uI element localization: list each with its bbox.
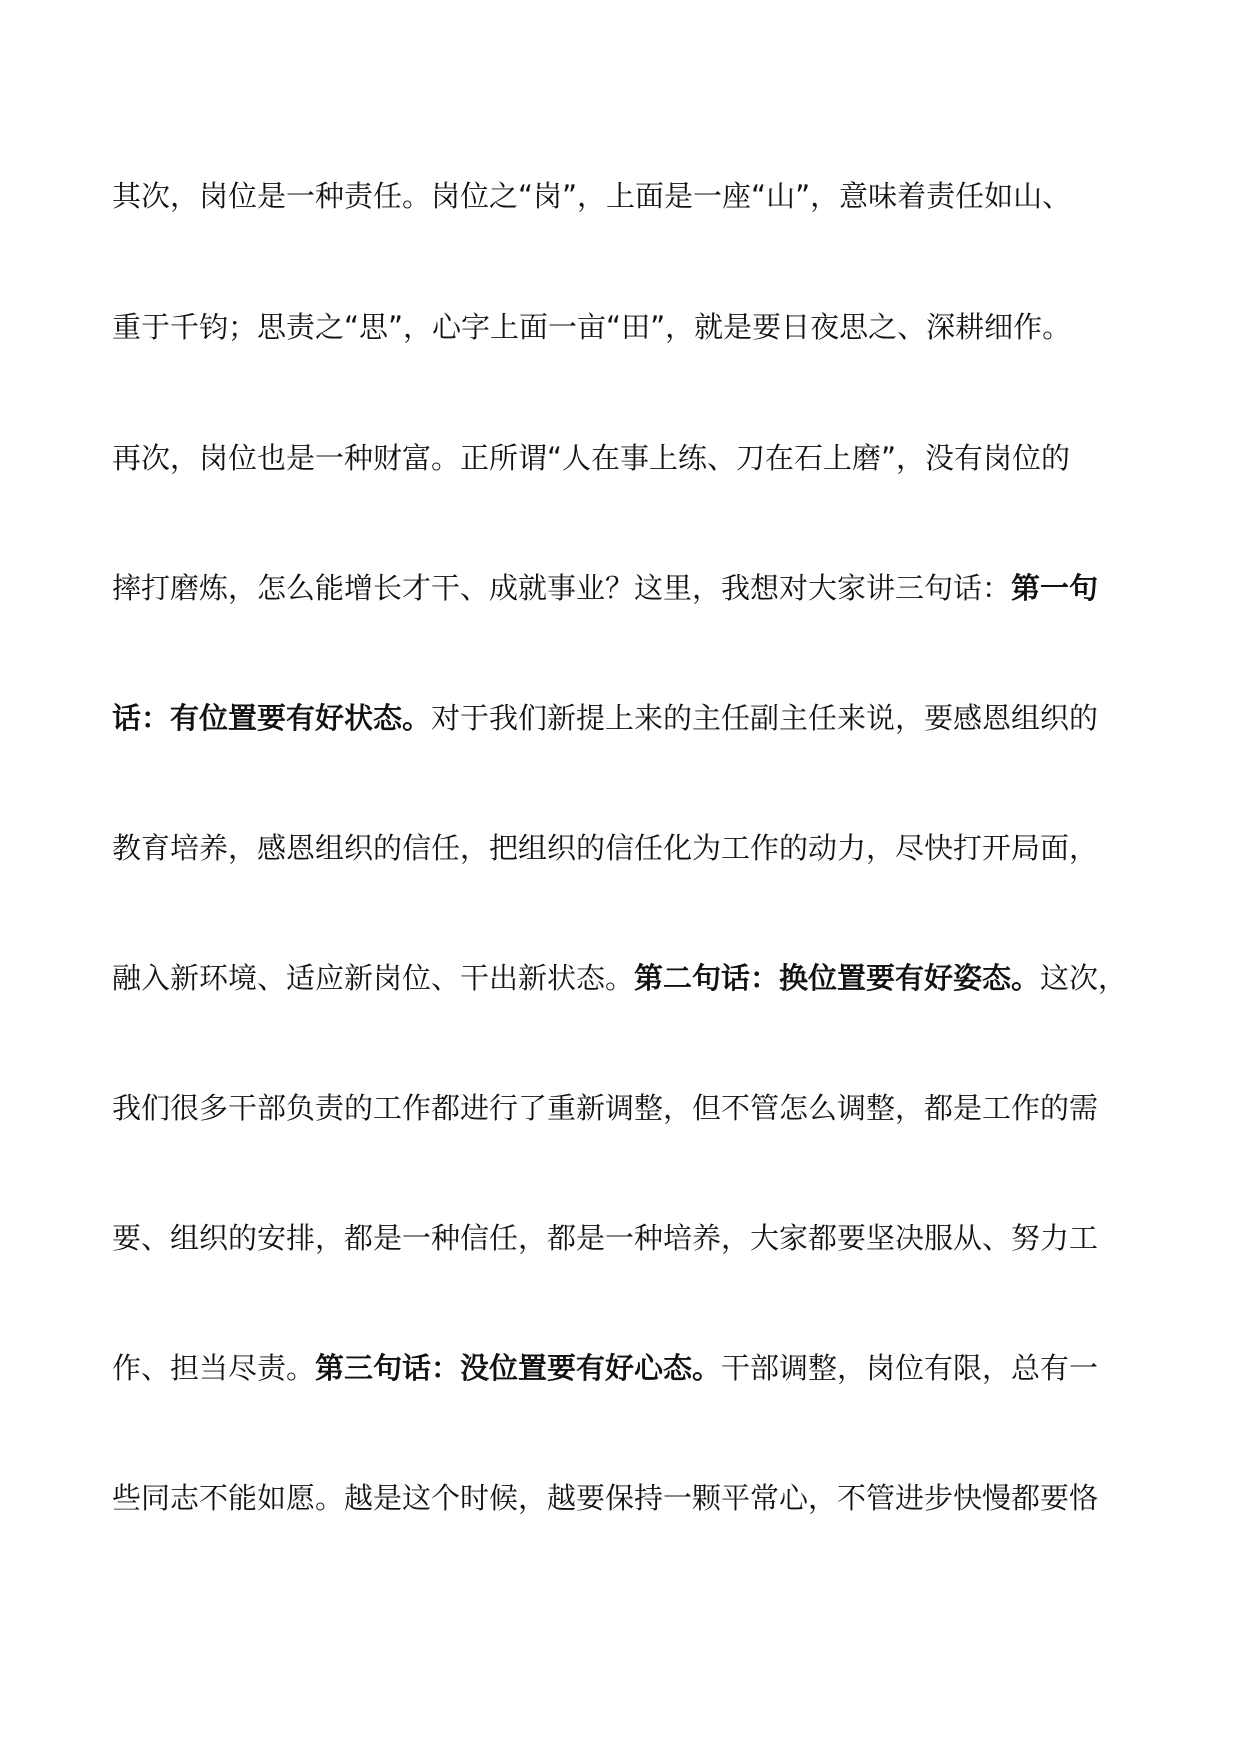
- paragraph-line: [112, 1218, 1152, 1258]
- line-text: 摔打磨炼，怎么能增长才干、成就事业？这里，我想对大家讲三句话：: [112, 571, 1012, 605]
- paragraph-line: [112, 176, 1152, 216]
- line-text: 其次，岗位是一种责任。岗位之“岗”，上面是一座“山”，意味着责任如山、: [112, 179, 1072, 213]
- line-text: 对于我们新提上来的主任副主任来说，要感恩组织的: [431, 701, 1099, 735]
- line-text: 作、担当尽责。: [112, 1351, 316, 1385]
- line-text: 融入新环境、适应新岗位、干出新状态。: [112, 961, 635, 995]
- paragraph-line: [112, 307, 1152, 347]
- paragraph-line: [112, 958, 1152, 998]
- bold-heading-text: 话：有位置要有好状态。: [112, 701, 432, 735]
- paragraph-line: [112, 1348, 1152, 1388]
- line-text: 些同志不能如愿。越是这个时候，越要保持一颗平常心，不管进步快慢都要恪: [112, 1481, 1099, 1515]
- paragraph-line: [112, 698, 1152, 738]
- line-text: 我们很多干部负责的工作都进行了重新调整，但不管怎么调整，都是工作的需: [112, 1091, 1099, 1125]
- bold-heading-text: 第二句话：换位置要有好姿态。: [634, 961, 1041, 995]
- paragraph-line: [112, 438, 1152, 478]
- paragraph-line: [112, 828, 1152, 868]
- line-text: 干部调整，岗位有限，总有一: [721, 1351, 1099, 1385]
- line-text: 要、组织的安排，都是一种信任，都是一种培养，大家都要坚决服从、努力工: [112, 1221, 1099, 1255]
- bold-heading-text: 第一句: [1011, 571, 1099, 605]
- line-text: 再次，岗位也是一种财富。正所谓“人在事上练、刀在石上磨”，没有岗位的: [112, 441, 1071, 475]
- paragraph-line: [112, 568, 1152, 608]
- line-text: 重于千钧；思责之“思”，心字上面一亩“田”，就是要日夜思之、深耕细作。: [112, 310, 1072, 344]
- line-text: 这次，: [1040, 961, 1128, 995]
- bold-heading-text: 第三句话：没位置要有好心态。: [315, 1351, 722, 1385]
- line-text: 教育培养，感恩组织的信任，把组织的信任化为工作的动力，尽快打开局面，: [112, 831, 1099, 865]
- paragraph-line: [112, 1478, 1152, 1518]
- paragraph-line: [112, 1088, 1152, 1128]
